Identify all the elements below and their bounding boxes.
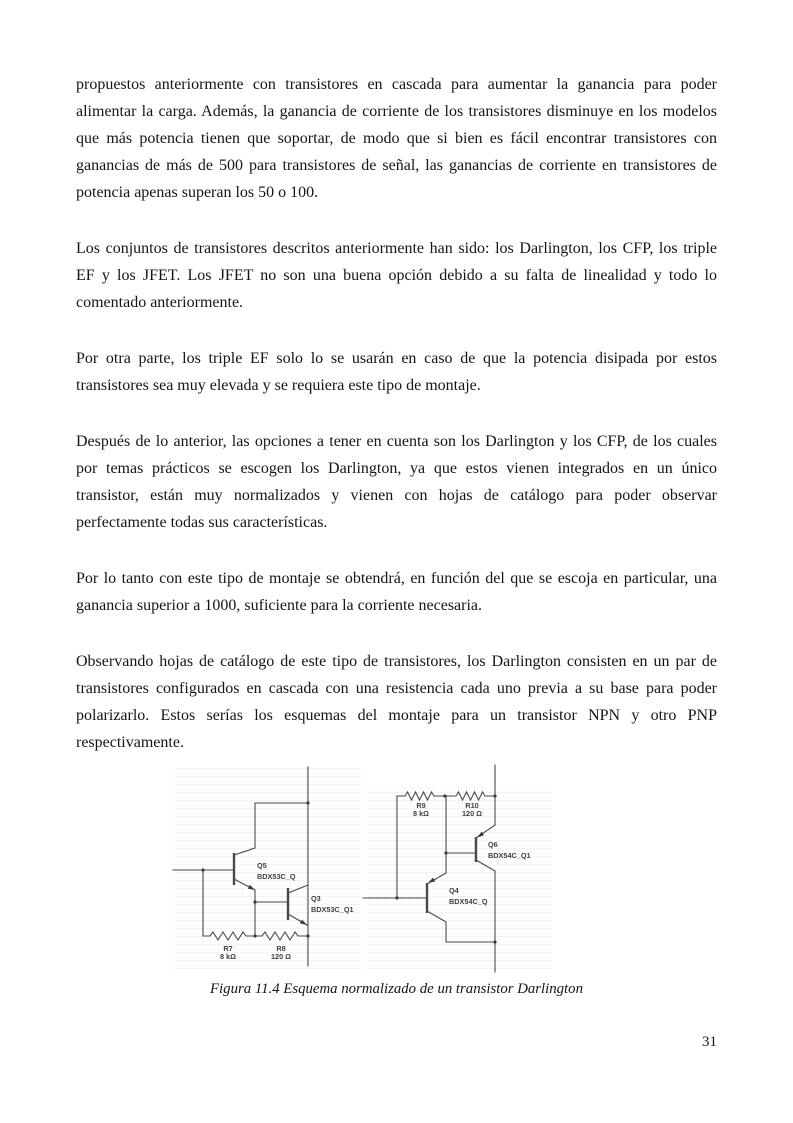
label-q3-part: BDX53C_Q1: [311, 905, 354, 914]
label-q3-ref: Q3: [311, 894, 321, 903]
label-r10-value: 120 Ω: [461, 809, 483, 818]
paragraph-1: propuestos anteriormente con transistores en cascada para aumentar la ganancia para poder alimentar la carga. Además, la ganancia de corriente de los transistores disminuye en los modelos que más potencia tienen que soportar, de modo que si bien es fácil encontrar transistores con ganancias de más de 500 para transistores de señal, las ganancias de corriente en transistores de potencia apenas superan los 50 o 100.: [76, 76, 717, 201]
schematic-grid-left: [172, 767, 362, 970]
junction-dot: [443, 794, 446, 797]
label-r8-ref: R8: [276, 944, 286, 953]
figure-darlington-schematic: [170, 760, 570, 982]
label-q6-ref: Q6: [488, 840, 498, 849]
label-q4-ref: Q4: [449, 886, 459, 895]
paragraph-2: Los conjuntos de transistores descritos anteriormente han sido: los Darlington, los CFP, los triple EF y los JFET. Los JFET no son una buena opción debido a su falta de linealidad y todo lo comentado anteriormente.: [76, 240, 717, 311]
label-q4-part: BDX54C_Q: [449, 897, 488, 906]
junction-dot: [493, 794, 496, 797]
junction-dot: [201, 868, 204, 871]
label-r9-ref: R9: [416, 801, 426, 810]
paragraph-3: Por otra parte, los triple EF solo lo se usarán en caso de que la potencia disipada por estos transistores sea muy elevada y se requiera este tipo de montaje.: [76, 350, 717, 394]
figure-caption: Figura 11.4 Esquema normalizado de un transistor Darlington: [210, 981, 583, 997]
junction-dot: [493, 940, 496, 943]
label-r8-value: 120 Ω: [270, 952, 292, 961]
label-q5-part: BDX53C_Q: [257, 872, 296, 881]
paragraph-6: Observando hojas de catálogo de este tipo de transistores, los Darlington consisten en un par de transistores configurados en cascada con una resistencia cada uno previa a su base para poder polarizarlo. Estos serías los esquemas del montaje para un transistor NPN y otro PNP respectivamente.: [76, 653, 717, 751]
junction-dot: [306, 801, 309, 804]
page-body: [76, 71, 717, 785]
label-r7-value: 8 kΩ: [220, 952, 236, 961]
paragraph-4: Después de lo anterior, las opciones a tener en cuenta son los Darlington y los CFP, de los cuales por temas prácticos se escogen los Darlington, ya que estos vienen integrados en un único transistor, están muy normalizados y vienen con hojas de catálogo para poder observar perfectamente todas sus características.: [76, 433, 717, 531]
junction-dot: [306, 934, 309, 937]
label-q6-part: BDX54C_Q1: [488, 851, 531, 860]
label-r9-value: 8 kΩ: [413, 809, 429, 818]
page-number: 31: [702, 1034, 717, 1050]
label-q5-ref: Q5: [257, 861, 267, 870]
label-r10-ref: R10: [465, 801, 479, 810]
paragraph-5: Por lo tanto con este tipo de montaje se obtendrá, en función del que se escoja en particular, una ganancia superior a 1000, suficiente para la corriente necesaria.: [76, 570, 717, 614]
junction-dot: [253, 934, 256, 937]
schematic-svg: [170, 760, 570, 982]
junction-dot: [253, 900, 256, 903]
junction-dot: [444, 851, 447, 854]
label-r7-ref: R7: [223, 944, 233, 953]
junction-dot: [395, 896, 398, 899]
